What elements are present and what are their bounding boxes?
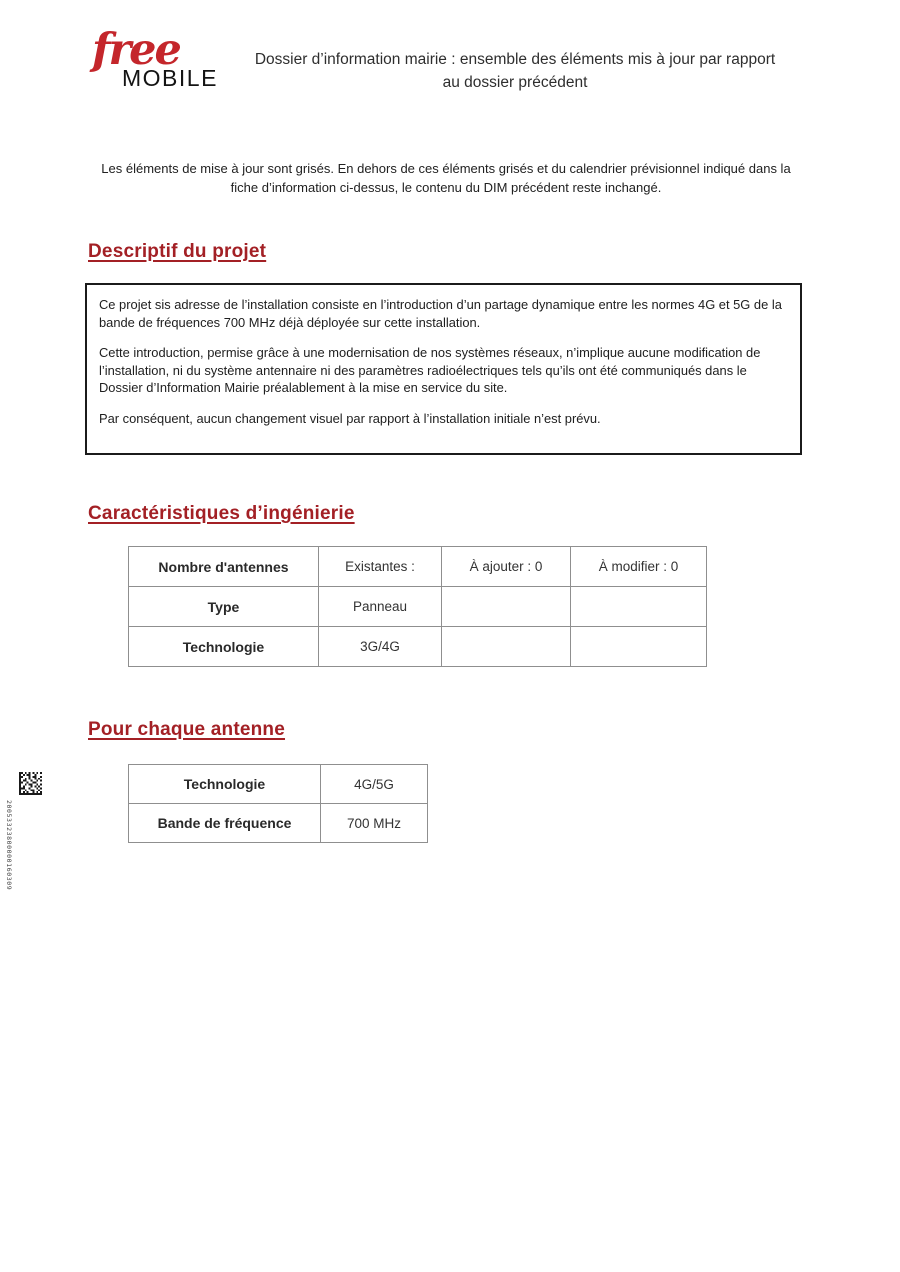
section-heading-engineering: Caractéristiques d’ingénierie bbox=[88, 503, 355, 524]
table-cell: 3G/4G bbox=[319, 627, 442, 667]
table-row bbox=[129, 547, 707, 587]
table-cell bbox=[442, 627, 571, 667]
section-heading-project: Descriptif du projet bbox=[88, 241, 267, 262]
engineering-table bbox=[128, 546, 707, 667]
row-label: Type bbox=[129, 587, 319, 627]
logo-mobile-text: MOBILE bbox=[122, 65, 218, 91]
row-label: Technologie bbox=[129, 765, 321, 804]
table-row bbox=[129, 587, 707, 627]
per-antenna-table bbox=[128, 764, 428, 843]
table-cell: À ajouter : 0 bbox=[442, 547, 571, 587]
table-cell: 700 MHz bbox=[321, 804, 428, 843]
table-cell bbox=[442, 587, 571, 627]
table-cell: Panneau bbox=[319, 587, 442, 627]
table-row bbox=[129, 804, 428, 843]
table-cell: À modifier : 0 bbox=[571, 547, 707, 587]
project-description-box bbox=[85, 283, 802, 455]
table-row bbox=[129, 765, 428, 804]
table-cell bbox=[571, 587, 707, 627]
table-row bbox=[129, 627, 707, 667]
section-heading-per-antenna: Pour chaque antenne bbox=[88, 719, 286, 740]
datamatrix-barcode-icon bbox=[19, 772, 42, 800]
intro-paragraph: Les éléments de mise à jour sont grisés. En dehors de ces éléments grisés et du calendrier prévisionnel indiqué dans la fiche d’information ci-dessus, le contenu du DIM précédent reste inchangé. bbox=[101, 161, 791, 195]
row-label: Bande de fréquence bbox=[129, 804, 321, 843]
row-label: Nombre d'antennes bbox=[129, 547, 319, 587]
table-cell bbox=[571, 627, 707, 667]
project-paragraph: Par conséquent, aucun changement visuel par rapport à l’installation initiale n’est prévu. bbox=[99, 410, 601, 426]
logo-free-text: free bbox=[92, 25, 180, 75]
free-mobile-logo bbox=[92, 25, 232, 91]
barcode-number: 20053323800000160309 bbox=[5, 800, 13, 891]
table-cell: Existantes : bbox=[319, 547, 442, 587]
row-label: Technologie bbox=[129, 627, 319, 667]
table-cell: 4G/5G bbox=[321, 765, 428, 804]
project-paragraph: Ce projet sis adresse de l’installation consiste en l’introduction d’un partage dynamique entre les normes 4G et 5G de la bande de fréquences 700 MHz déjà déployée sur cette installation. bbox=[99, 297, 782, 330]
document-title: Dossier d’information mairie : ensemble des éléments mis à jour par rapport au dossier précédent bbox=[254, 51, 776, 91]
project-paragraph: Cette introduction, permise grâce à une modernisation de nos systèmes réseaux, n’implique aucune modification de l’installation, ni du système antennaire ni des paramètres radioélectriques tels qu’ils ont été communiqués dans le Dossier d’Information Mairie préalablement à la mise en service du site. bbox=[99, 345, 761, 395]
